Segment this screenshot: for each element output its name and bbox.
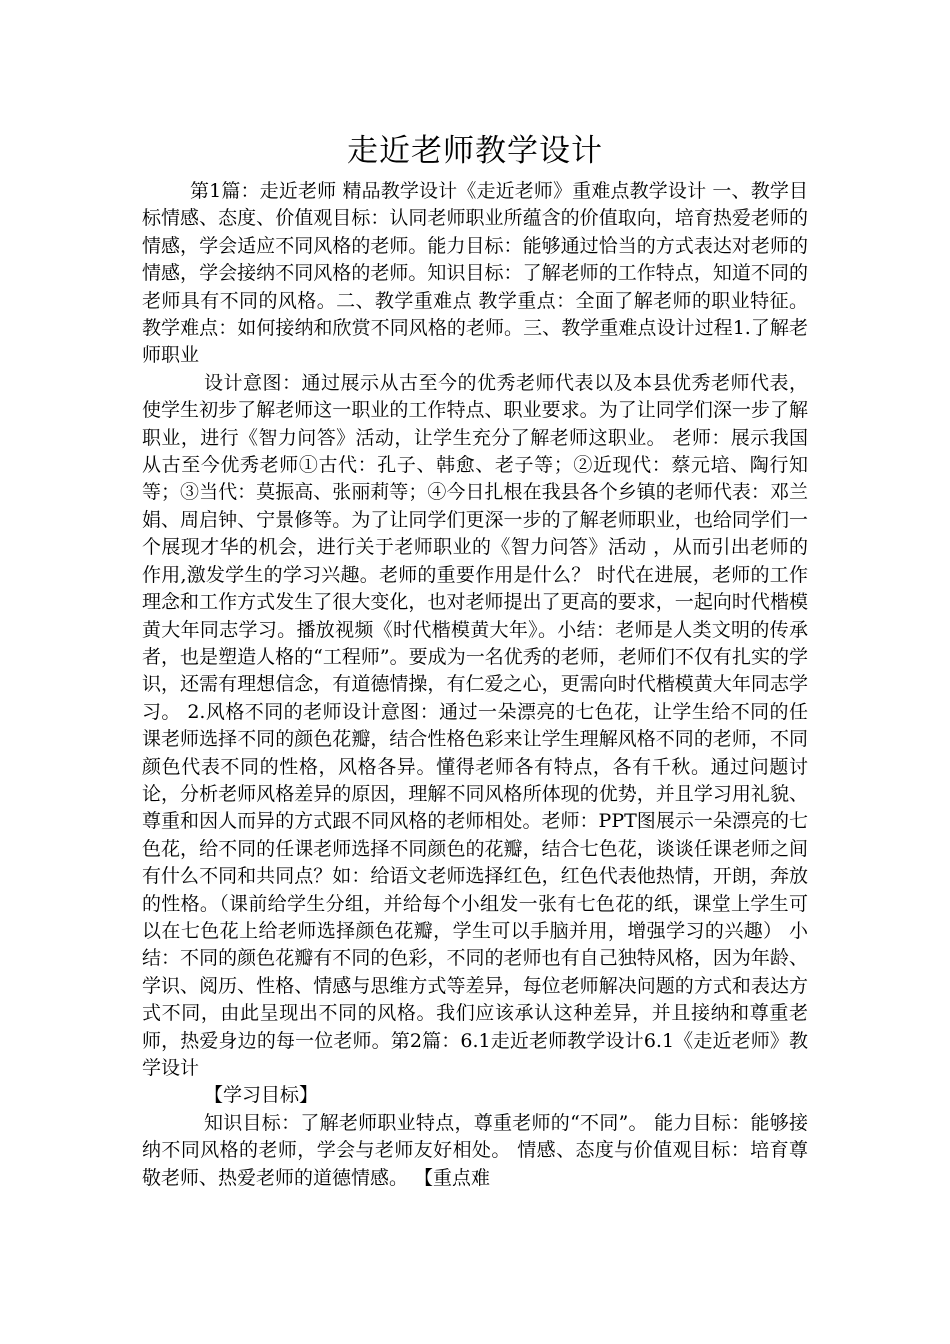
paragraph-learning-goals-heading: 【学习目标】 <box>204 1084 319 1107</box>
document-title: 走近老师教学设计 <box>347 133 603 169</box>
paragraph-learning-goals: 知识目标：了解老师职业特点，尊重老师的“不同”。 能力目标：能够接纳不同风格的老师，学会与老师友好相处。 情感、态度与价值观目标：培育尊敬老师、热爱老师的道德情感。 【重点难 <box>142 1111 808 1189</box>
paragraph-part-1: 第1篇：走近老师 精品教学设计《走近老师》重难点教学设计 一、教学目标情感、态度、价值观目标：认同老师职业所蕴含的价值取向，培育热爱老师的情感，学会适应不同风格的老师。能力目标：能够通过恰当的方式表达对老师的情感，学会接纳不同风格的老师。知识目标：了解老师的工作特点，知道不同的老师具有不同的风格。二、教学重难点 教学重点：全面了解老师的职业特征。教学难点：如何接纳和欣赏不同风格的老师。三、教学重难点设计过程1.了解老师职业 <box>142 180 808 367</box>
document-body <box>142 128 808 1192</box>
paragraph-design-intent: 设计意图：通过展示从古至今的优秀老师代表以及本县优秀老师代表，使学生初步了解老师这一职业的工作特点、职业要求。为了让同学们深一步了解职业，进行《智力问答》活动，让学生充分了解老师这职业。 老师：展示我国从古至今优秀老师①古代：孔子、韩愈、老子等；②近现代：蔡元培、陶行知等；③当代：莫振高、张丽莉等；④今日扎根在我县各个乡镇的老师代表：邓兰娟、周启钟、宁景修等。为了让同学们更深一步的了解老师职业，也给同学们一个展现才华的机会，进行关于老师职业的《智力问答》活动 ，从而引出老师的作用,激发学生的学习兴趣。老师的重要作用是什么？ 时代在进展，老师的工作理念和工作方式发生了很大变化，也对老师提出了更高的要求，一起向时代楷模黄大年同志学习。播放视频《时代楷模黄大年》。小结：老师是人类文明的传承者，也是塑造人格的“工程师”。要成为一名优秀的老师，老师们不仅有扎实的学识，还需有理想信念，有道德情操，有仁爱之心，更需向时代楷模黄大年同志学习。 2.风格不同的老师设计意图：通过一朵漂亮的七色花，让学生给不同的任课老师选择不同的颜色花瓣，结合性格色彩来让学生理解风格不同的老师，不同颜色代表不同的性格，风格各异。懂得老师各有特点，各有千秋。通过问题讨论，分析老师风格差异的原因，理解不同风格所体现的优势，并且学习用礼貌、尊重和因人而异的方式跟不同风格的老师相处。老师：PPT图展示一朵漂亮的七色花，给不同的任课老师选择不同颜色的花瓣，结合七色花，谈谈任课老师之间有什么不同和共同点？如：给语文老师选择红色，红色代表他热情，开朗，奔放的性格。（课前给学生分组，并给每个小组发一张有七色花的纸，课堂上学生可以在七色花上给老师选择颜色花瓣，学生可以手脑并用，增强学习的兴趣） 小结：不同的颜色花瓣有不同的色彩，不同的老师也有自己独特风格，因为年龄、学识、阅历、性格、情感与思维方式等差异，每位老师解决问题的方式和表达方式不同，由此呈现出不同的风格。我们应该承认这种差异，并且接纳和尊重老师，热爱身边的每一位老师。第2篇：6.1走近老师教学设计6.1《走近老师》教学设计 <box>142 371 808 1079</box>
